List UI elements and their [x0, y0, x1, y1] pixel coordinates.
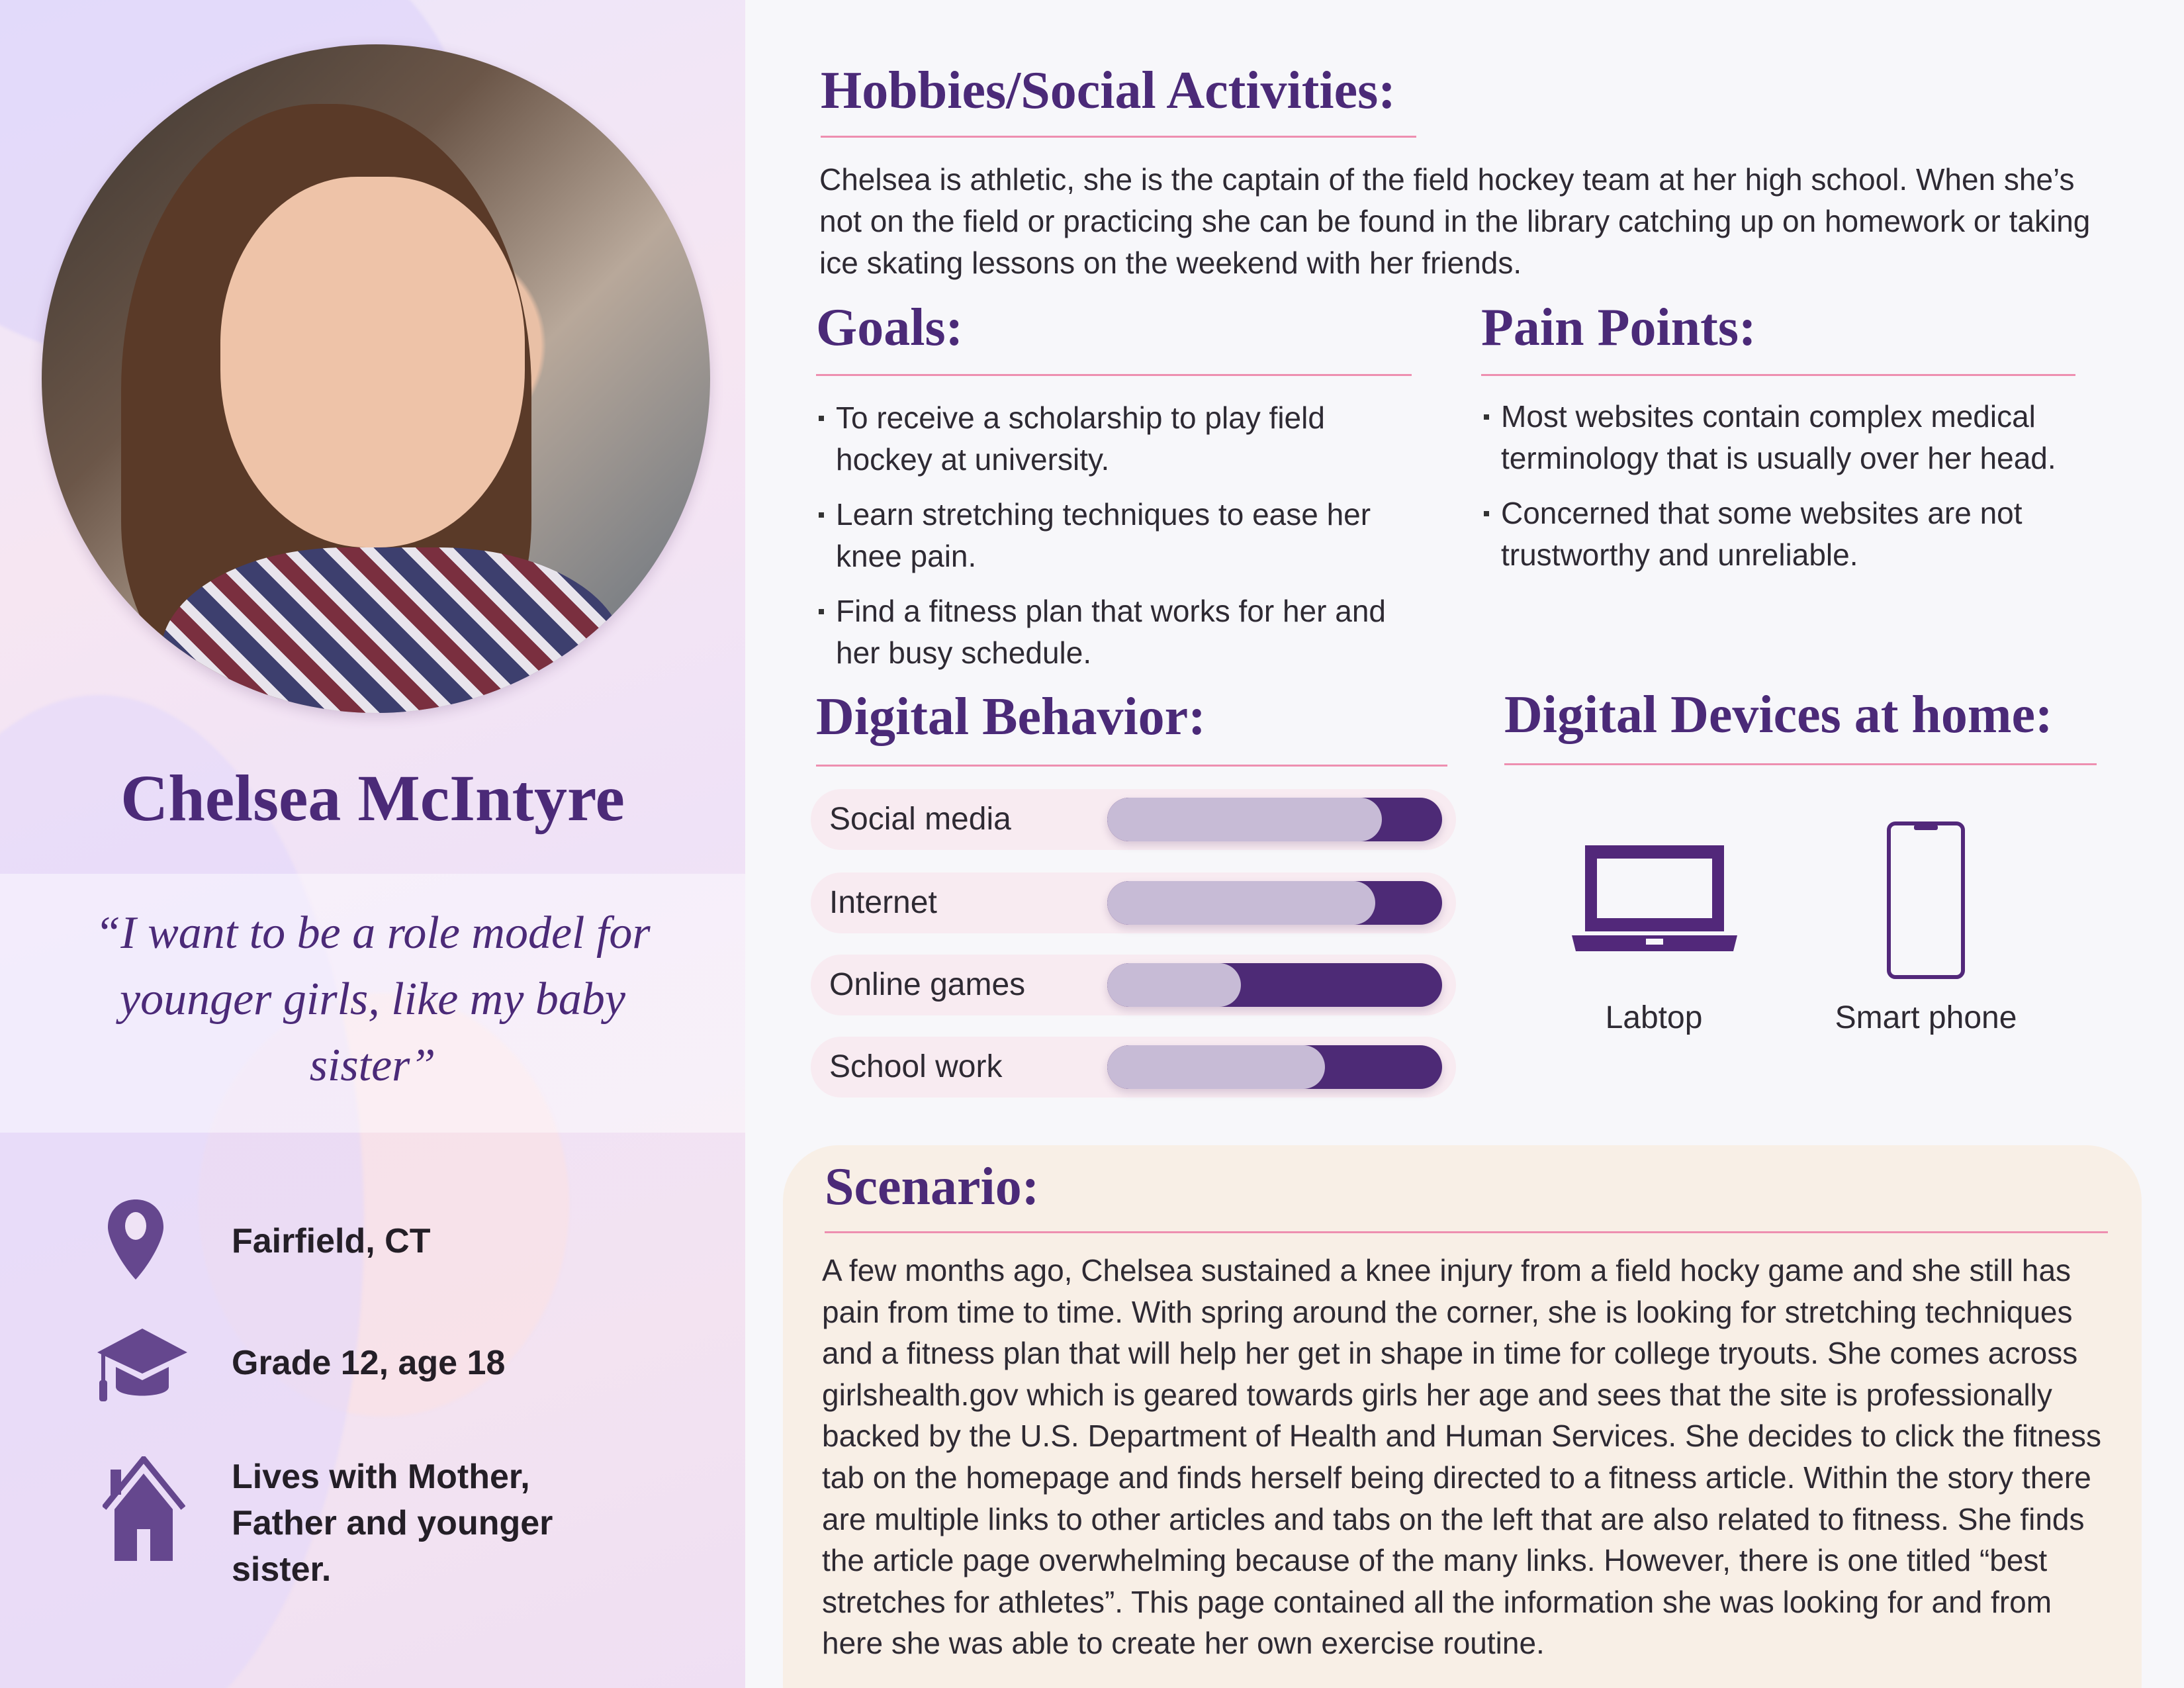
devices-heading: Digital Devices at home: [1504, 686, 2053, 744]
house-icon [103, 1456, 185, 1562]
behavior-bar-fill [1107, 1045, 1325, 1089]
behavior-row [811, 955, 1456, 1015]
divider [1504, 763, 2097, 765]
divider [821, 136, 1416, 138]
scenario-heading: Scenario: [825, 1158, 1040, 1216]
divider [816, 765, 1447, 767]
smartphone-icon [1886, 821, 1966, 980]
education-text: Grade 12, age 18 [232, 1344, 506, 1382]
household-text: Lives with Mother, Father and younger sister. [232, 1458, 553, 1589]
pain-points-heading: Pain Points: [1481, 299, 1756, 357]
behavior-bar [1107, 881, 1442, 925]
behavior-label: Social media [829, 802, 1011, 837]
behavior-bar [1107, 963, 1442, 1007]
behavior-row [811, 1037, 1456, 1098]
pain-point-item: Concerned that some websites are not trustworthy and unreliable. [1481, 492, 2064, 576]
behavior-label: Internet [829, 885, 937, 920]
profile-panel [0, 0, 745, 1688]
location-text: Fairfield, CT [232, 1222, 431, 1260]
behavior-row [811, 872, 1456, 933]
graduation-cap-icon [96, 1327, 189, 1407]
pain-points-list [1481, 396, 2064, 589]
goal-item: To receive a scholarship to play field hockey at university. [816, 397, 1412, 481]
digital-behavior-heading: Digital Behavior: [816, 688, 1206, 746]
device-label-laptop: Labtop [1605, 1000, 1703, 1035]
laptop-icon [1572, 844, 1737, 953]
persona-quote: “I want to be a role model for younger girls, like my baby sister” [95, 908, 651, 1091]
profile-photo [42, 44, 710, 713]
goal-item: Learn stretching techniques to ease her knee pain. [816, 494, 1412, 577]
map-pin-icon [106, 1198, 165, 1281]
behavior-bar [1107, 1045, 1442, 1089]
divider [816, 374, 1412, 376]
behavior-label: Online games [829, 967, 1026, 1002]
divider [825, 1231, 2108, 1233]
persona-name: Chelsea McIntyre [120, 761, 625, 835]
behavior-bar-fill [1107, 963, 1241, 1007]
behavior-bar [1107, 798, 1442, 841]
scenario-text: A few months ago, Chelsea sustained a knee injury from a field hocky game and she still has pain from time to time. With spring around the corner, she is looking for stretching techniques and a fitness plan that will help her get in shape in time for college tryouts. She comes across girlshealth.gov which is geared towards girls her age and sees that the site is professionally backed by the U.S. Department of Health and Human Services. She decides to click the fitness tab on the homepage and finds herself being directed to a fitness article. Within the story there are multiple links to other articles and tabs on the left that are also related to fitness. She finds the article page overwhelming because of the many links. However, there is one titled “best stretches for athletes”. This page contained all the information she was looking for and from here she was able to create her own exercise routine. [822, 1253, 2101, 1661]
hobbies-text: Chelsea is athletic, she is the captain of the field hockey team at her high school. When she’s not on the field or practicing she can be found in the library catching up on homework or taking ice skating lessons on the weekend with her friends. [819, 162, 2091, 280]
goals-list [816, 397, 1412, 687]
hobbies-heading: Hobbies/Social Activities: [821, 62, 1396, 120]
divider [1481, 374, 2075, 376]
pain-point-item: Most websites contain complex medical terminology that is usually over her head. [1481, 396, 2064, 479]
behavior-label: School work [829, 1049, 1003, 1084]
behavior-bar-fill [1107, 881, 1375, 925]
behavior-bar-fill [1107, 798, 1382, 841]
device-label-smartphone: Smart phone [1835, 1000, 2017, 1035]
goal-item: Find a fitness plan that works for her and her busy schedule. [816, 590, 1412, 674]
behavior-row [811, 789, 1456, 850]
goals-heading: Goals: [816, 299, 964, 357]
